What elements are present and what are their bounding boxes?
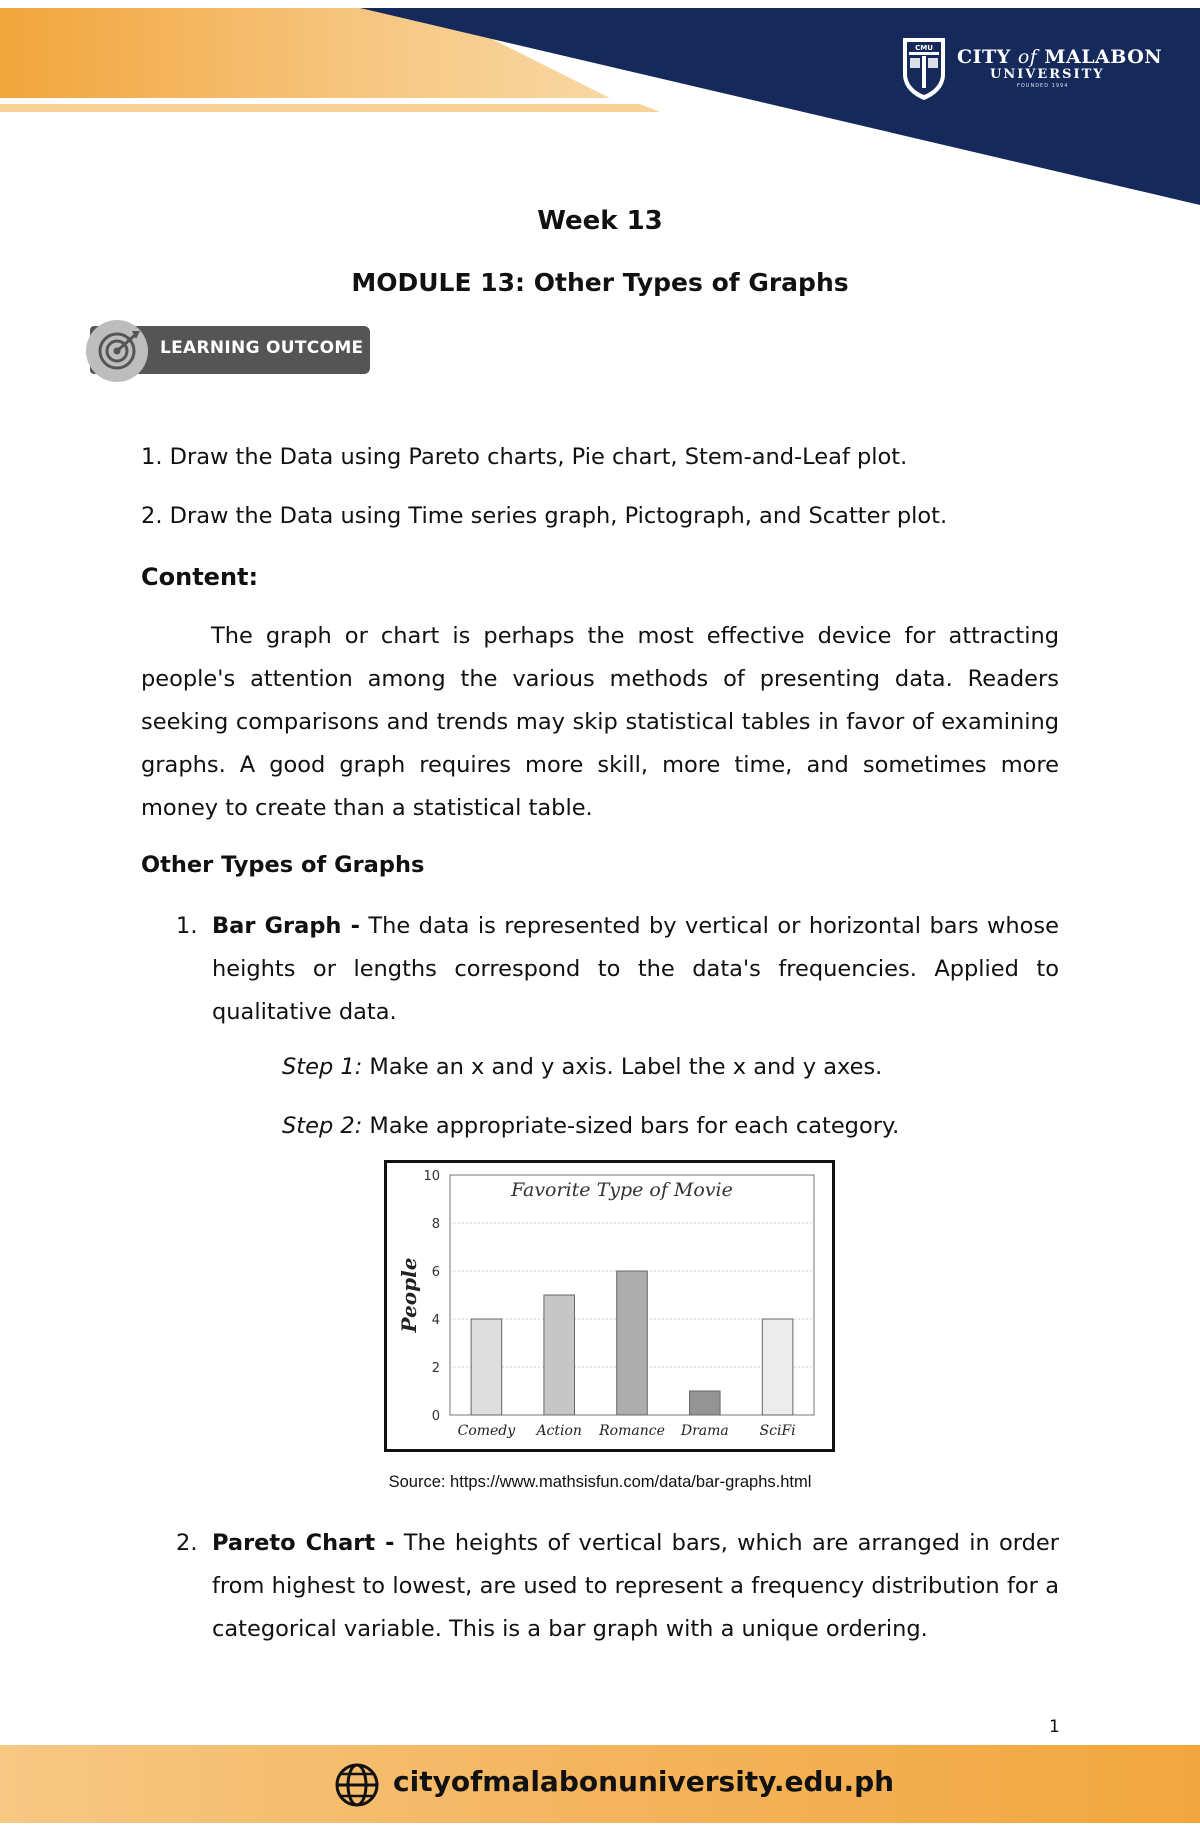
y-tick-label: 6 (431, 1265, 440, 1280)
website-url[interactable]: cityofmalabonuniversity.edu.ph (393, 1765, 895, 1798)
bar-chart (384, 1160, 835, 1452)
y-axis-label: People (397, 1257, 421, 1333)
bar-graph-definition: Bar Graph - The data is represented by vertical or horizontal bars whose heights or lengths correspond to the data's frequencies. Applied to qualitative data. (212, 913, 1059, 1025)
bar-drama (690, 1391, 721, 1415)
x-tick-label: Drama (680, 1423, 729, 1439)
x-tick-label: Action (536, 1423, 582, 1439)
globe-icon (334, 1762, 380, 1808)
objective-1: 1. Draw the Data using Pareto charts, Pie chart, Stem-and-Leaf plot. (141, 444, 908, 470)
chart-title: Favorite Type of Movie (511, 1179, 733, 1201)
step-1: Step 1: Make an x and y axis. Label the x and y axes. (282, 1054, 883, 1080)
x-tick-label: Comedy (457, 1423, 516, 1439)
step-2: Step 2: Make appropriate-sized bars for each category. (282, 1113, 900, 1139)
module-title: MODULE 13: Other Types of Graphs (351, 268, 849, 297)
logo-badge-text: CMU (915, 44, 933, 52)
content-paragraph: The graph or chart is perhaps the most effective device for attracting people's attention among the various methods of presenting data. Readers seeking comparisons and trends may skip statistical tables in favor of examining graphs. A good graph requires more skill, more time, and sometimes more money to create than a statistical table. (141, 623, 1059, 821)
objective-2: 2. Draw the Data using Time series graph, Pictograph, and Scatter plot. (141, 503, 948, 529)
y-tick-label: 0 (431, 1409, 440, 1424)
logo-name: CITY of MALABON (957, 46, 1163, 68)
y-tick-label: 2 (431, 1361, 440, 1376)
bar-scifi (762, 1319, 793, 1415)
x-tick-label: SciFi (759, 1423, 796, 1439)
page-number: 1 (1049, 1717, 1060, 1737)
x-tick-label: Romance (599, 1423, 665, 1439)
learning-outcome-label: LEARNING OUTCOME (160, 338, 364, 358)
bar-romance (617, 1271, 648, 1415)
list-number-2: 2. (176, 1530, 198, 1556)
content-heading: Content: (141, 563, 259, 591)
week-title: Week 13 (537, 206, 663, 236)
pareto-chart-definition: Pareto Chart - The heights of vertical bars, which are arranged in order from highest to lowest, are used to represent a frequency distribution for a categorical variable. This is a bar graph with a unique ordering. (212, 1530, 1059, 1642)
bar-comedy (471, 1319, 502, 1415)
university-shield-logo (900, 34, 948, 102)
chart-source: Source: https://www.mathsisfun.com/data/bar-graphs.html (388, 1473, 812, 1491)
bar-action (544, 1295, 575, 1415)
other-types-heading: Other Types of Graphs (141, 852, 425, 878)
target-icon (86, 320, 148, 382)
list-number-1: 1. (176, 913, 198, 939)
y-tick-label: 4 (431, 1313, 440, 1328)
y-tick-label: 10 (423, 1169, 440, 1184)
logo-founded: FOUNDED 1994 (1017, 83, 1069, 89)
header-banner (0, 0, 1200, 210)
logo-subtitle: UNIVERSITY (990, 67, 1105, 82)
y-tick-label: 8 (431, 1217, 440, 1232)
